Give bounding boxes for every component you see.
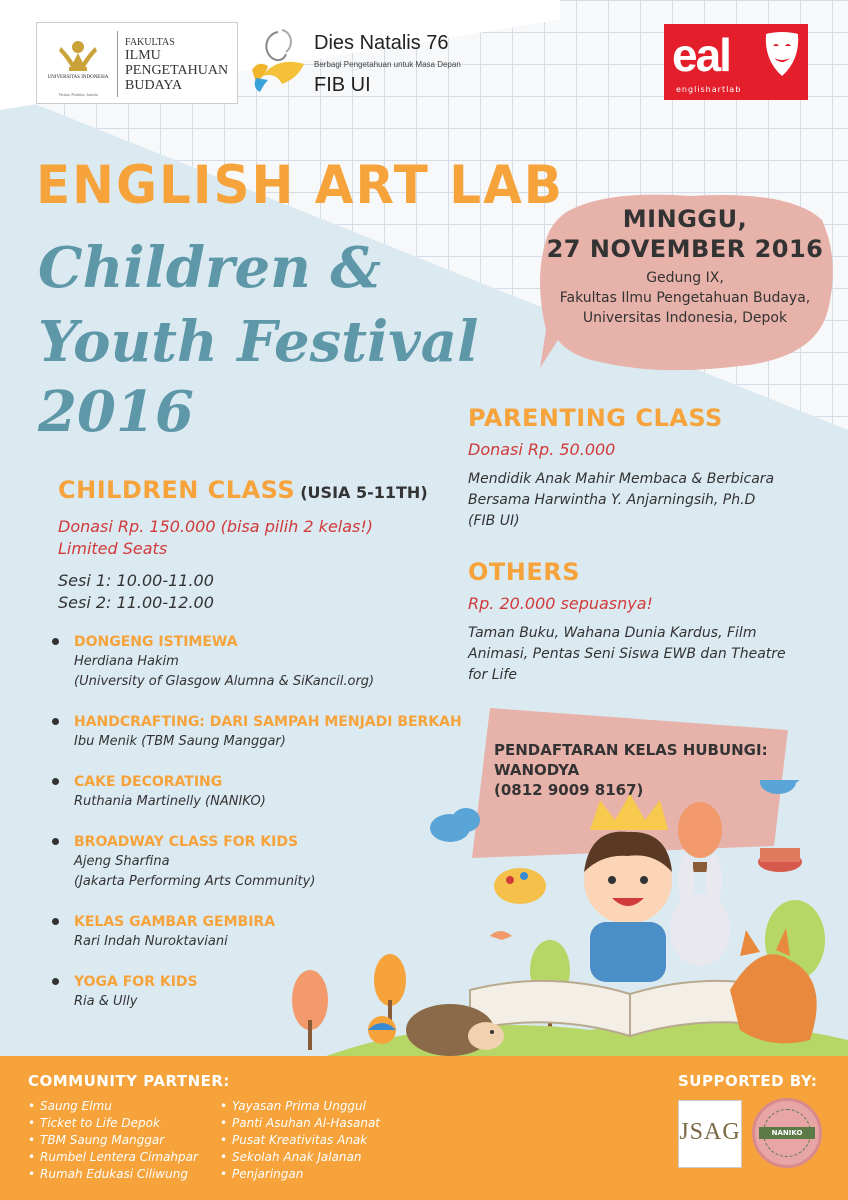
session-1: Sesi 1: 10.00-11.00 [58,571,214,590]
class-title: KELAS GAMBAR GEMBIRA [74,914,276,930]
community-partner-heading: COMMUNITY PARTNER: [28,1072,230,1090]
jsag-logo-mark: JSAG [679,1119,741,1145]
children-class-age: (USIA 5-11TH) [300,483,428,502]
bullet-icon [52,918,59,925]
partner-item: • Rumah Edukasi Ciliwung [28,1166,198,1183]
sessions [58,570,214,614]
class-title: HANDCRAFTING: DARI SAMPAH MENJADI BERKAH [74,714,462,730]
event-date: 27 NOVEMBER 2016 [546,235,824,263]
naniko-logo-band: NANIKO [759,1127,815,1139]
bullet-icon [52,978,59,985]
eal-logo-subtitle: englishartlab [676,85,742,94]
beach-ball-icon [368,1016,396,1044]
partner-item: • Yayasan Prima Unggul [220,1098,380,1115]
main-title: ENGLISH ART LAB [36,154,564,216]
faculty-line-3: PENGETAHUAN [125,63,229,78]
faculty-line-2: ILMU [125,48,161,63]
venue-line-3: Universitas Indonesia, Depok [582,310,788,326]
class-teacher: Ajeng Sharfina [74,854,170,869]
event-venue [530,268,840,328]
event-day: MINGGU, [622,205,748,233]
class-title: BROADWAY CLASS FOR KIDS [74,834,299,850]
others-line-1: Taman Buku, Wahana Dunia Kardus, Film [468,625,757,641]
makara-emblem-icon [47,33,109,95]
theatre-mask-icon [762,30,802,80]
registration-contact-name: WANODYA [494,761,580,779]
eal-logo-mark: eal [672,29,730,81]
boy-icon [584,794,672,982]
class-teacher-affiliation: (Jakarta Performing Arts Community) [74,874,316,889]
partners-list-1 [28,1098,198,1183]
english-art-lab-logo [664,24,808,100]
class-teacher: Ruthania Martinelly (NANIKO) [74,794,266,809]
others-heading: OTHERS [468,558,581,586]
partner-item: • Ticket to Life Depok [28,1115,198,1132]
cake-icon [758,848,802,872]
logo-divider [117,31,118,97]
partner-item: • Sekolah Anak Jalanan [220,1149,380,1166]
partner-item: • Pusat Kreativitas Anak [220,1132,380,1149]
bullet-icon [52,638,59,645]
class-teacher: Ibu Menik (TBM Saung Manggar) [74,734,286,749]
children-class-donation [58,516,373,560]
partners-list-2 [220,1098,380,1183]
venue-line-2: Fakultas Ilmu Pengetahuan Budaya, [559,290,811,306]
parenting-line-3: (FIB UI) [468,513,520,529]
bullet-icon [52,718,59,725]
children-class-title: CHILDREN CLASS [58,476,296,504]
bullet-icon [52,838,59,845]
dies-natalis-logo-icon [248,26,310,98]
children-donation-text: Donasi Rp. 150.000 (bisa pilih 2 kelas!) [58,517,374,536]
fib-ui-logo [36,22,238,104]
registration-line-1: PENDAFTARAN KELAS HUBUNGI: [494,741,768,759]
naniko-logo [752,1098,822,1168]
faculty-name [125,37,228,93]
parenting-heading: PARENTING CLASS [468,404,723,432]
dies-natalis-subtitle: Berbagi Pengetahuan untuk Masa Depan [314,60,461,69]
partner-item: • Rumbel Lentera Cimahpar [28,1149,198,1166]
parenting-description [468,469,828,532]
others-price: Rp. 20.000 sepuasnya! [468,594,653,613]
faculty-line-4: BUDAYA [125,78,183,93]
class-title: YOGA FOR KIDS [74,974,198,990]
class-item [52,632,452,692]
bird-icon [490,931,512,940]
event-info [530,204,840,328]
title-youth-festival: Youth Festival [38,309,479,375]
supported-by-heading: SUPPORTED BY: [678,1072,818,1090]
paint-palette-icon [494,868,546,904]
others-description [468,623,828,686]
class-teacher: Herdiana Hakim [74,654,179,669]
partner-item: • Saung Elmu [28,1098,198,1115]
others-section [468,558,828,686]
dies-natalis-title: Dies Natalis 76 [314,32,449,54]
partner-item: • Penjaringan [220,1166,380,1183]
ui-motto: Veritas, Probitas, Iustitia [58,92,98,97]
class-title: DONGENG ISTIMEWA [74,634,238,650]
kids-reading-illustration [290,780,848,1070]
tree-icon [292,970,328,1050]
class-teacher-affiliation: (University of Glasgow Alumna & SiKancil.org) [74,674,375,689]
class-teacher: Ria & Ully [74,994,138,1009]
children-class-heading [58,476,428,504]
jsag-logo [678,1100,742,1168]
registration-phone: (0812 9009 8167) [494,781,644,799]
title-children: Children & [38,235,381,301]
others-line-2: Animasi, Pentas Seni Siswa EWB dan Theatre [468,646,786,662]
dies-natalis-fib: FIB UI [314,74,371,96]
class-item [52,712,462,752]
bullet-icon [52,778,59,785]
limited-seats: Limited Seats [58,539,168,558]
venue-line-1: Gedung IX, [646,270,724,286]
session-2: Sesi 2: 11.00-12.00 [58,593,214,612]
others-line-3: for Life [468,667,517,683]
cloud-icon [760,780,802,794]
ui-caption: UNIVERSITAS INDONESIA [47,75,109,80]
cloud-icon [430,808,480,842]
faculty-line-1: FAKULTAS [125,37,175,48]
partner-item: • TBM Saung Manggar [28,1132,198,1149]
partner-item: • Panti Asuhan Al-Hasanat [220,1115,380,1132]
class-title: CAKE DECORATING [74,774,223,790]
parenting-class-section [468,404,828,532]
parenting-line-2: Bersama Harwintha Y. Anjarningsih, Ph.D [468,492,756,508]
class-teacher: Rari Indah Nuroktaviani [74,934,228,949]
title-year: 2016 [38,379,194,445]
parenting-donation: Donasi Rp. 50.000 [468,440,616,459]
parenting-line-1: Mendidik Anak Mahir Membaca & Berbicara [468,471,775,487]
